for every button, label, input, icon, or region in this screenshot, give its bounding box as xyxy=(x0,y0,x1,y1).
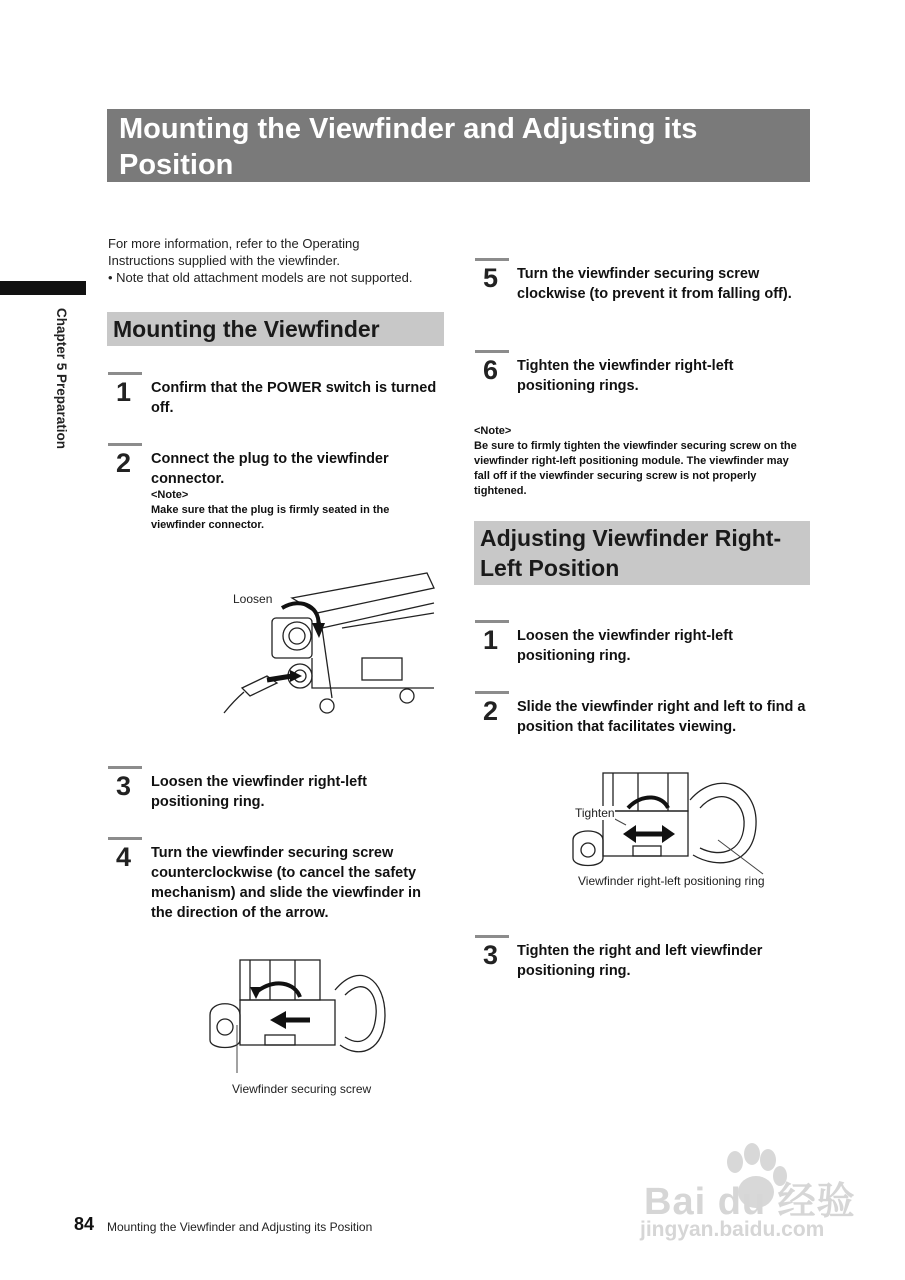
note-heading: <Note> xyxy=(474,425,512,437)
section-heading-mounting: Mounting the Viewfinder xyxy=(107,312,444,346)
step-text: Confirm that the POWER switch is turned off. xyxy=(151,380,437,416)
note-heading: <Note> xyxy=(151,489,189,501)
footer-title: Mounting the Viewfinder and Adjusting its Position xyxy=(107,1220,373,1234)
page-number: 84 xyxy=(74,1214,95,1234)
figure-label-tighten: Tighten xyxy=(575,806,615,820)
step-text: Turn the viewfinder securing screw counterclockwise (to cancel the safety mechanism) and slide the viewfinder in the direction of the arrow. xyxy=(151,845,421,921)
intro-note: • Note that old attachment models are not supported. xyxy=(108,270,413,285)
step-text: Tighten the viewfinder right-left positioning rings. xyxy=(517,358,734,394)
step-text: Loosen the viewfinder right-left positioning ring. xyxy=(151,774,367,810)
viewfinder-adjust-illustration xyxy=(568,770,768,875)
page-title: Mounting the Viewfinder and Adjusting its Position xyxy=(107,109,810,182)
figure-label-ring: Viewfinder right-left positioning ring xyxy=(578,874,765,888)
intro-line: Instructions supplied with the viewfinder. xyxy=(108,253,340,268)
note-text: Make sure that the plug is firmly seated in the viewfinder connector. xyxy=(151,504,390,531)
step-number: 5 xyxy=(475,258,509,295)
step-number: 6 xyxy=(475,350,509,387)
figure-label-loosen: Loosen xyxy=(233,592,273,606)
watermark-url: jingyan.baidu.com xyxy=(640,1218,825,1241)
viewfinder-slide-illustration xyxy=(200,955,390,1075)
step-number: 3 xyxy=(475,935,509,972)
step-text: Tighten the right and left viewfinder positioning ring. xyxy=(517,943,763,979)
step-text: Turn the viewfinder securing screw clockwise (to prevent it from falling off). xyxy=(517,266,792,302)
intro-text xyxy=(108,235,448,286)
step-text: Connect the plug to the viewfinder connector. xyxy=(151,451,389,487)
section-heading-adjusting: Adjusting Viewfinder Right-Left Position xyxy=(474,521,810,585)
intro-line: For more information, refer to the Operating xyxy=(108,236,360,251)
step-number: 4 xyxy=(108,837,142,874)
step-number: 1 xyxy=(108,372,142,409)
chapter-marker-bar xyxy=(0,281,86,295)
step-number: 3 xyxy=(108,766,142,803)
chapter-tab: Chapter 5 Preparation xyxy=(54,308,69,450)
step-number: 2 xyxy=(475,691,509,728)
note-text: Be sure to firmly tighten the viewfinder securing screw on the viewfinder right-left positioning module. The viewfinder may fall off if the viewfinder securing screw is not properly tightened. xyxy=(474,440,797,497)
step-number: 2 xyxy=(108,443,142,480)
step-text: Slide the viewfinder right and left to find a position that facilitates viewing. xyxy=(517,699,806,735)
step-text: Loosen the viewfinder right-left positioning ring. xyxy=(517,628,733,664)
step-number: 1 xyxy=(475,620,509,657)
watermark-brand: Bai du 经验 xyxy=(644,1181,856,1223)
watermark xyxy=(640,1140,860,1250)
camera-plug-illustration xyxy=(222,568,437,716)
figure-label-securing-screw: Viewfinder securing screw xyxy=(232,1082,372,1096)
